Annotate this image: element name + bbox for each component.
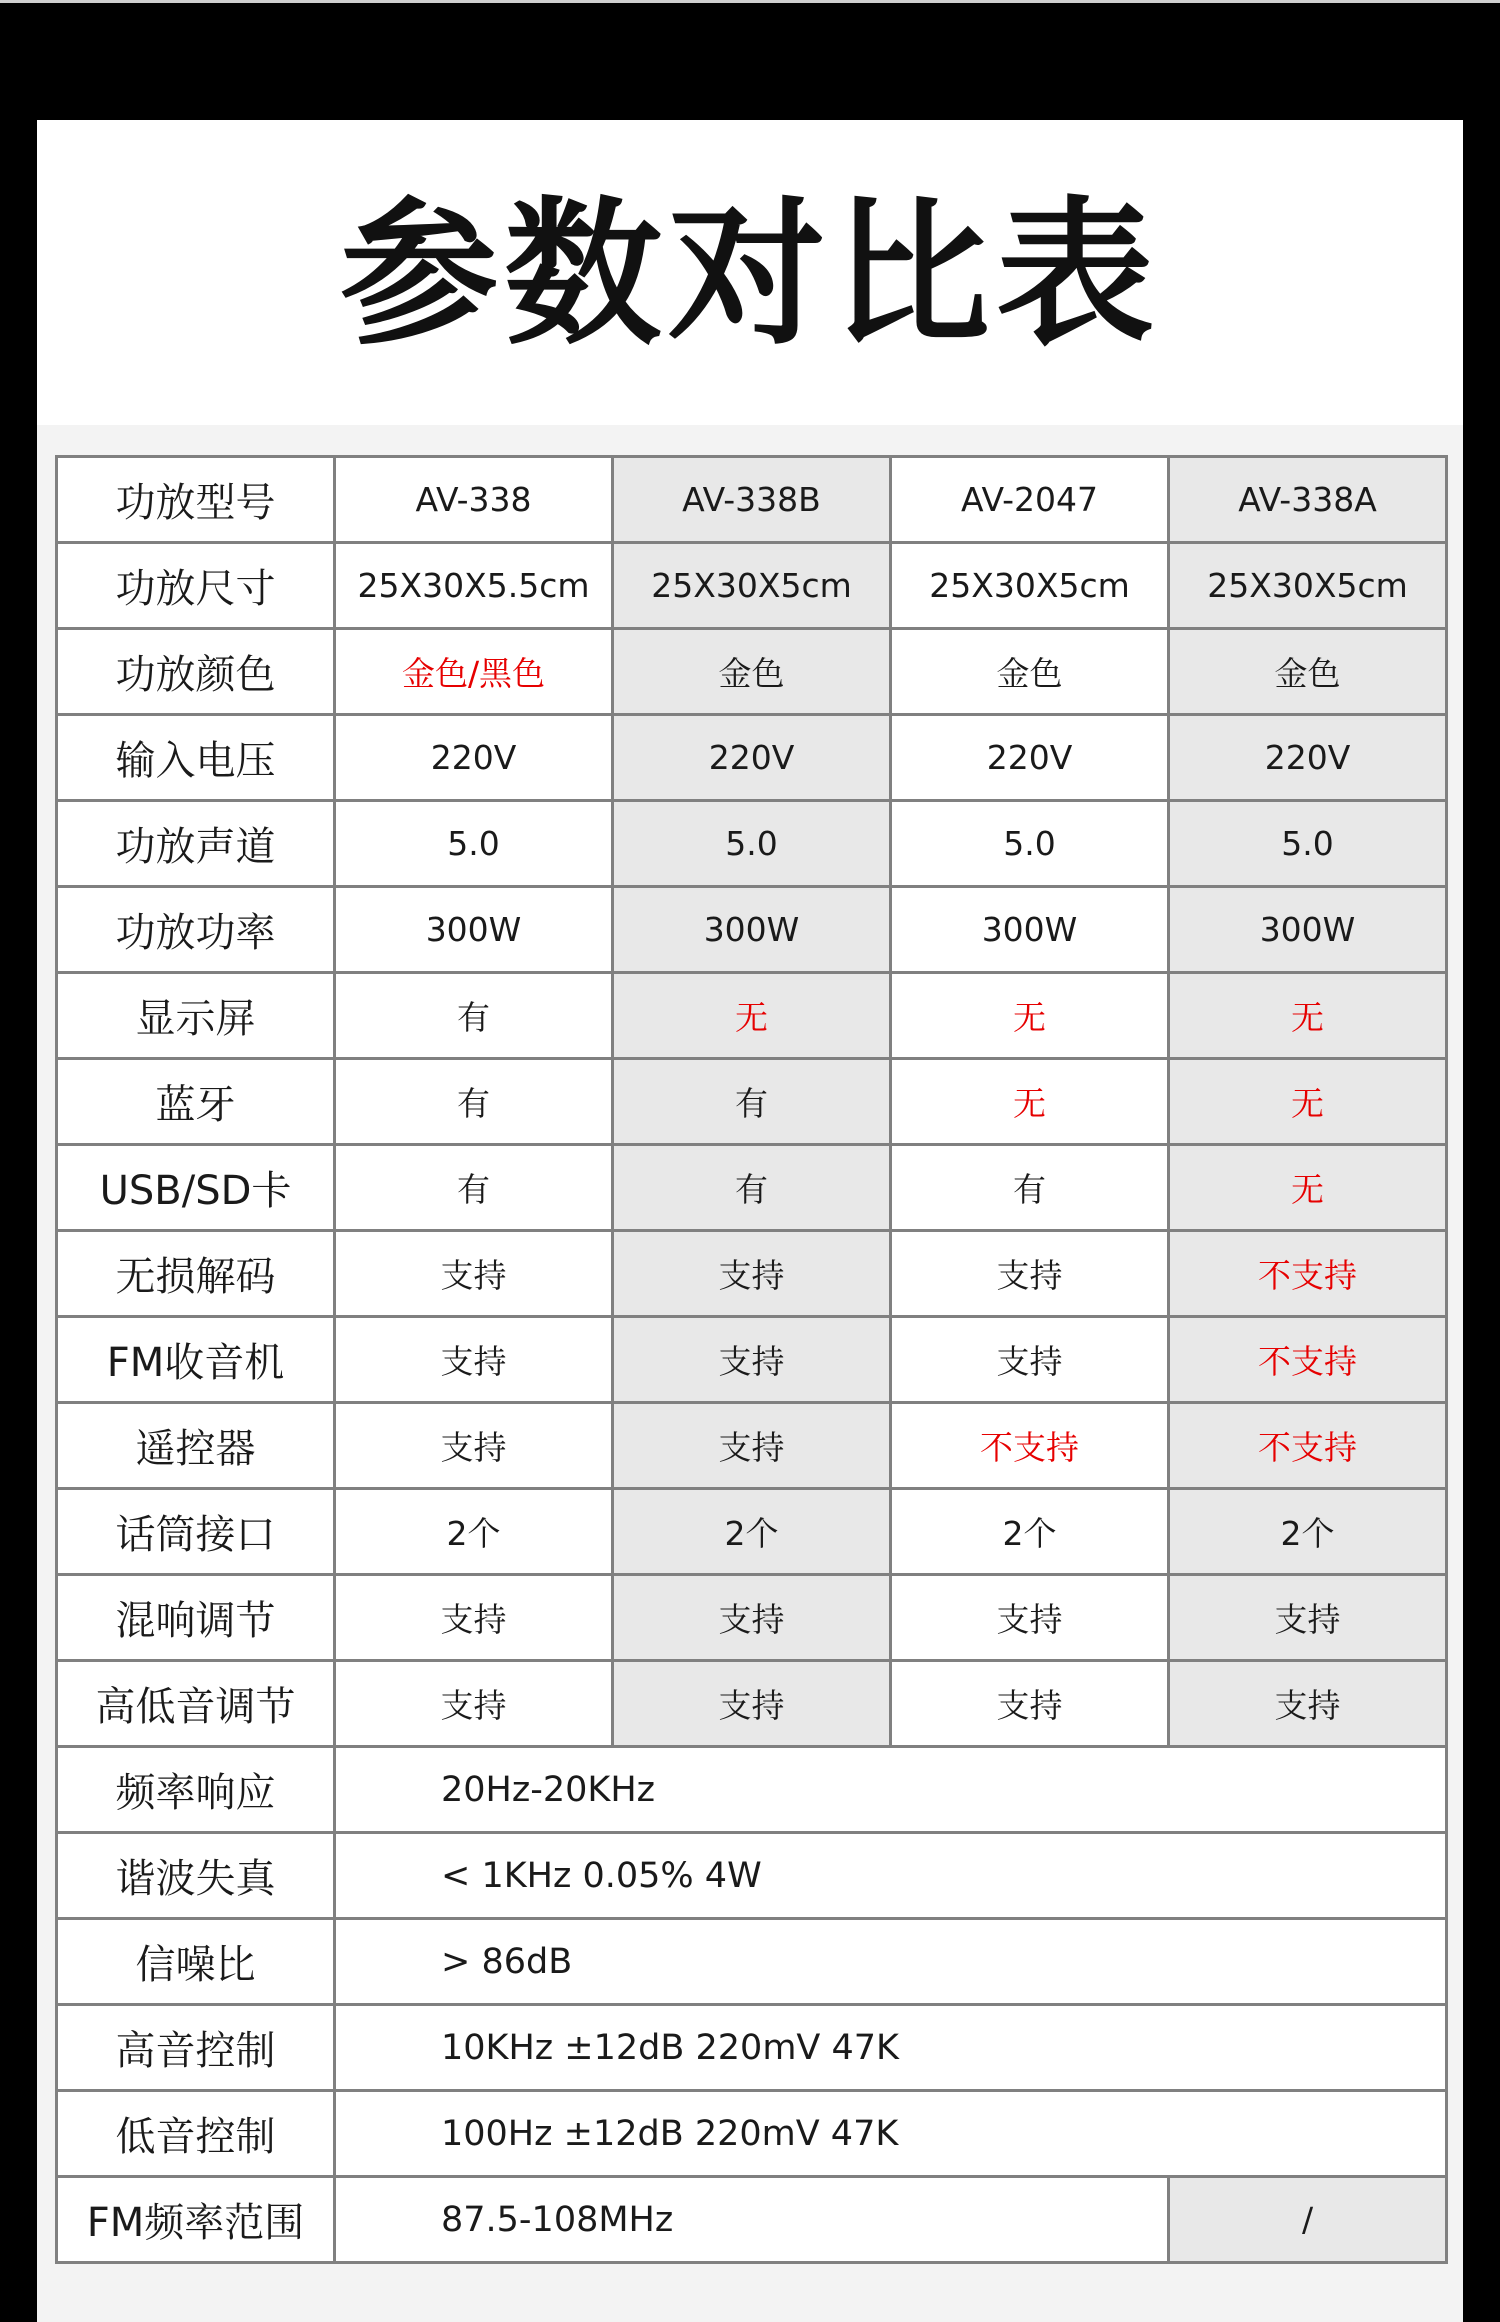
cell-av-338: 支持 (335, 1231, 613, 1317)
table-row (57, 2005, 1447, 2091)
row-label: 功放型号 (57, 457, 335, 543)
cell-av-338b: 有 (613, 1059, 891, 1145)
row-label: 话筒接口 (57, 1489, 335, 1575)
table-row (57, 1059, 1447, 1145)
cell-av-338b: 220V (613, 715, 891, 801)
cell-av-338: 2个 (335, 1489, 613, 1575)
cell-av-338: AV-338 (335, 457, 613, 543)
cell-av-338a: 不支持 (1169, 1231, 1447, 1317)
table-row (57, 1231, 1447, 1317)
page-title: 参数对比表 (340, 183, 1160, 367)
cell-av-338a: 无 (1169, 1059, 1447, 1145)
cell-av-2047: 支持 (891, 1317, 1169, 1403)
shared-value: 20Hz-20KHz (335, 1747, 1447, 1833)
table-row (57, 1489, 1447, 1575)
row-label: 蓝牙 (57, 1059, 335, 1145)
row-label: 高音控制 (57, 2005, 335, 2091)
row-label: 功放功率 (57, 887, 335, 973)
row-label: 混响调节 (57, 1575, 335, 1661)
table-row (57, 1317, 1447, 1403)
cell-av-338b: 无 (613, 973, 891, 1059)
cell-av-2047: 25X30X5cm (891, 543, 1169, 629)
table-row (57, 801, 1447, 887)
table-row (57, 2177, 1447, 2263)
row-label: 显示屏 (57, 973, 335, 1059)
cell-av-338a: 5.0 (1169, 801, 1447, 887)
row-label: 高低音调节 (57, 1661, 335, 1747)
cell-av-338: 支持 (335, 1403, 613, 1489)
shared-value: 100Hz ±12dB 220mV 47K (335, 2091, 1447, 2177)
cell-av-338b: 支持 (613, 1575, 891, 1661)
table-row (57, 1747, 1447, 1833)
cell-av-338: 25X30X5.5cm (335, 543, 613, 629)
cell-av-2047: 300W (891, 887, 1169, 973)
cell-av-2047: 支持 (891, 1661, 1169, 1747)
cell-av-338: 5.0 (335, 801, 613, 887)
cell-av-2047: 220V (891, 715, 1169, 801)
cell-av-338b: AV-338B (613, 457, 891, 543)
cell-av-2047: 2个 (891, 1489, 1169, 1575)
table-row (57, 2091, 1447, 2177)
table-row (57, 1833, 1447, 1919)
cell-av-338b: 支持 (613, 1317, 891, 1403)
cell-av-338a: 支持 (1169, 1575, 1447, 1661)
row-label: 频率响应 (57, 1747, 335, 1833)
cell-av-338b: 300W (613, 887, 891, 973)
row-label: 功放声道 (57, 801, 335, 887)
cell-av-338a: 不支持 (1169, 1317, 1447, 1403)
table-row (57, 457, 1447, 543)
cell-av-338: 支持 (335, 1317, 613, 1403)
cell-av-2047: AV-2047 (891, 457, 1169, 543)
cell-av-2047: 有 (891, 1145, 1169, 1231)
table-row (57, 1661, 1447, 1747)
cell-av-338b: 支持 (613, 1661, 891, 1747)
cell-av-2047: 5.0 (891, 801, 1169, 887)
table-row (57, 973, 1447, 1059)
cell-av-338b: 5.0 (613, 801, 891, 887)
table-row (57, 543, 1447, 629)
row-label: 功放颜色 (57, 629, 335, 715)
cell-av-338a: 2个 (1169, 1489, 1447, 1575)
cell-av-338: 有 (335, 1145, 613, 1231)
shared-value: 10KHz ±12dB 220mV 47K (335, 2005, 1447, 2091)
cell-av-338a: AV-338A (1169, 457, 1447, 543)
row-label: USB/SD卡 (57, 1145, 335, 1231)
row-label: FM收音机 (57, 1317, 335, 1403)
cell-av-338a: 不支持 (1169, 1403, 1447, 1489)
cell-av-338a: 300W (1169, 887, 1447, 973)
cell-av-338: 220V (335, 715, 613, 801)
cell-av-338b: 支持 (613, 1403, 891, 1489)
title-area (37, 120, 1463, 425)
shared-value: 87.5-108MHz (335, 2177, 1169, 2263)
cell-av-338b: 金色 (613, 629, 891, 715)
cell-av-2047: 无 (891, 1059, 1169, 1145)
cell-av-338a: 无 (1169, 973, 1447, 1059)
cell-av-338a: 25X30X5cm (1169, 543, 1447, 629)
cell-av-2047: 支持 (891, 1575, 1169, 1661)
cell-av-338: 有 (335, 973, 613, 1059)
shared-value: > 86dB (335, 1919, 1447, 2005)
cell-av-338: 有 (335, 1059, 613, 1145)
table-row (57, 887, 1447, 973)
table-row (57, 715, 1447, 801)
cell-av-338b: 支持 (613, 1231, 891, 1317)
cell-av-338: 支持 (335, 1575, 613, 1661)
cell-av-338b: 有 (613, 1145, 891, 1231)
table-row (57, 1403, 1447, 1489)
row-label: 无损解码 (57, 1231, 335, 1317)
cell-av-338: 金色/黑色 (335, 629, 613, 715)
cell-av-338b: 2个 (613, 1489, 891, 1575)
table-row (57, 1575, 1447, 1661)
row-label: 功放尺寸 (57, 543, 335, 629)
cell-av-2047: 无 (891, 973, 1169, 1059)
table-row (57, 629, 1447, 715)
row-label: 输入电压 (57, 715, 335, 801)
cell-av-338: 300W (335, 887, 613, 973)
row-label: 低音控制 (57, 2091, 335, 2177)
cell-av-338: 支持 (335, 1661, 613, 1747)
row-label: 谐波失真 (57, 1833, 335, 1919)
cell-av-338a: 220V (1169, 715, 1447, 801)
cell-av-338a: 支持 (1169, 1661, 1447, 1747)
row-label: 遥控器 (57, 1403, 335, 1489)
cell-av-338a: 金色 (1169, 629, 1447, 715)
content-panel (37, 120, 1463, 2322)
cell-av-2047: 不支持 (891, 1403, 1169, 1489)
cell-av-2047: 金色 (891, 629, 1169, 715)
cell-av-338a: 无 (1169, 1145, 1447, 1231)
row-label: 信噪比 (57, 1919, 335, 2005)
table-row (57, 1145, 1447, 1231)
cell-av-338a: / (1169, 2177, 1447, 2263)
cell-av-338b: 25X30X5cm (613, 543, 891, 629)
comparison-table (55, 455, 1448, 2264)
row-label: FM频率范围 (57, 2177, 335, 2263)
top-divider (0, 0, 1500, 3)
shared-value: < 1KHz 0.05% 4W (335, 1833, 1447, 1919)
table-row (57, 1919, 1447, 2005)
cell-av-2047: 支持 (891, 1231, 1169, 1317)
